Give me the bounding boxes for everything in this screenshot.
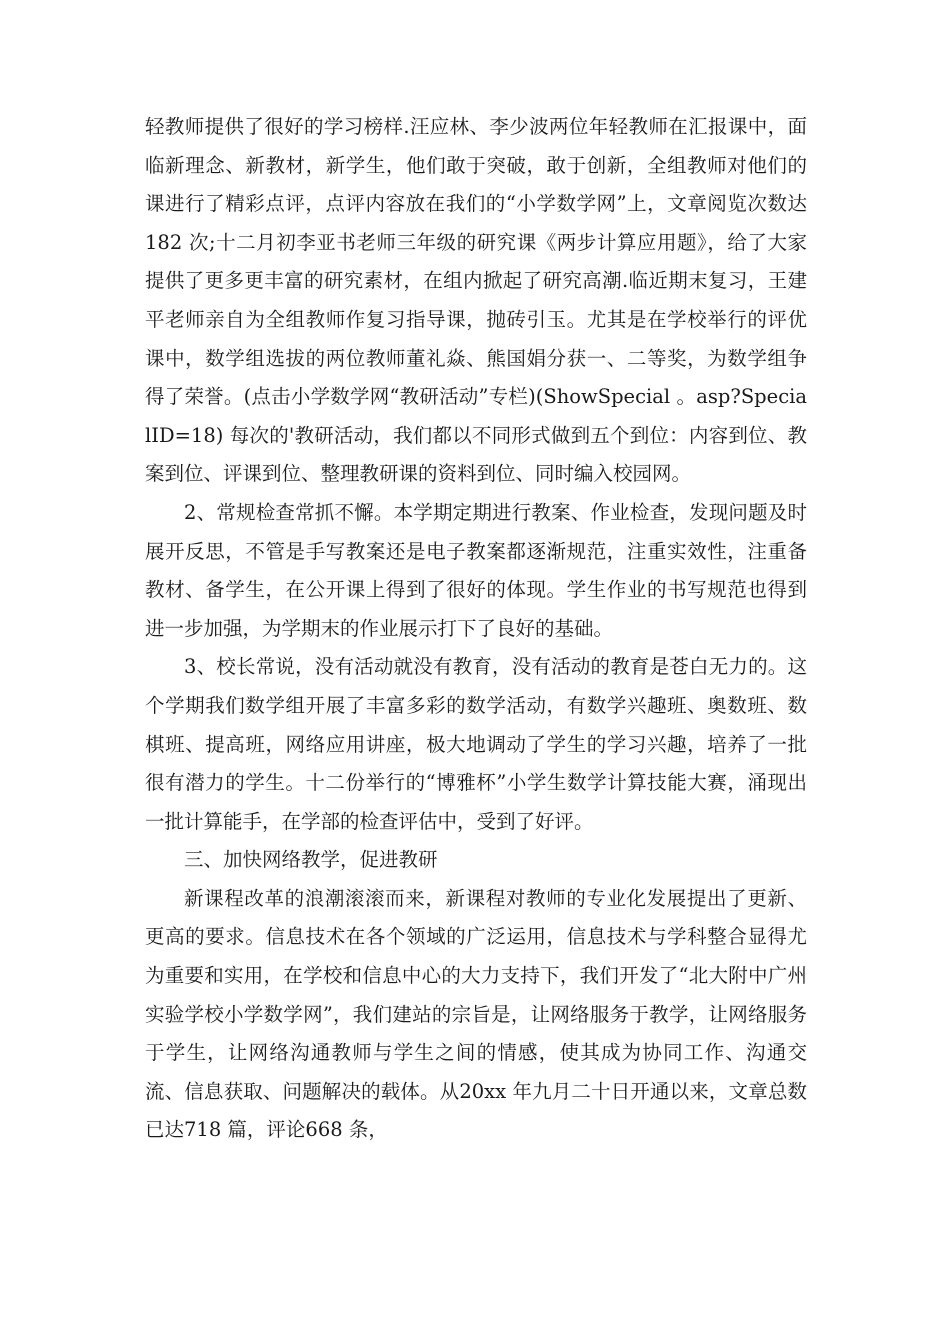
- paragraph-math-activities: 3、校长常说，没有活动就没有教育，没有活动的教育是苍白无力的。这个学期我们数学组开展了丰富多彩的数学活动，有数学兴趣班、奥数班、数棋班、提高班，网络应用讲座，极大地调动了学生的学习兴趣，培养了一批很有潜力的学生。十二份举行的“博雅杯”小学生数学计算技能大赛，涌现出一批计算能手，在学部的检查评估中，受到了好评。: [145, 655, 807, 833]
- paragraph-teaching-research: 轻教师提供了很好的学习榜样.汪应林、李少波两位年轻教师在汇报课中，面临新理念、新教材，新学生，他们敢于突破，敢于创新，全组教师对他们的课进行了精彩点评，点评内容放在我们的“小学数学网”上，文章阅览次数达 182 次;十二月初李亚书老师三年级的研究课《两步计算应用题》，给了大家提供了更多更丰富的研究素材，在组内掀起了研究高潮.临近期末复习，王建平老师亲自为全组教师作复习指导课，抛砖引玉。尤其是在学校举行的评优课中，数学组选拔的两位教师董礼焱、熊国娟分获一、二等奖，为数学组争得了荣誉。(点击小学数学网“教研活动”专栏)(ShowSpecial 。asp?SpecialID=18) 每次的'教研活动，我们都以不同形式做到五个到位：内容到位、教案到位、评课到位、整理教研课的资料到位、同时编入校园网。: [145, 115, 807, 486]
- paragraph-routine-inspection: 2、常规检查常抓不懈。本学期定期进行教案、作业检查，发现问题及时展开反思，不管是手写教案还是电子教案都逐渐规范，注重实效性，注重备教材、备学生，在公开课上得到了很好的体现。学生作业的书写规范也得到进一步加强，为学期末的作业展示打下了良好的基础。: [145, 500, 807, 640]
- section-heading-network-teaching: 三、加快网络教学，促进教研: [184, 848, 438, 872]
- document-body: [145, 108, 807, 1150]
- paragraph-network-website: 新课程改革的浪潮滚滚而来，新课程对教师的专业化发展提出了更新、更高的要求。信息技术在各个领域的广泛运用，信息技术与学科整合显得尤为重要和实用，在学校和信息中心的大力支持下，我们开发了“北大附中广州实验学校小学数学网”，我们建站的宗旨是，让网络服务于教学，让网络服务于学生，让网络沟通教师与学生之间的情感，使其成为协同工作、沟通交流、信息获取、问题解决的载体。从20xx 年九月二十日开通以来，文章总数已达718 篇，评论668 条，: [145, 886, 807, 1142]
